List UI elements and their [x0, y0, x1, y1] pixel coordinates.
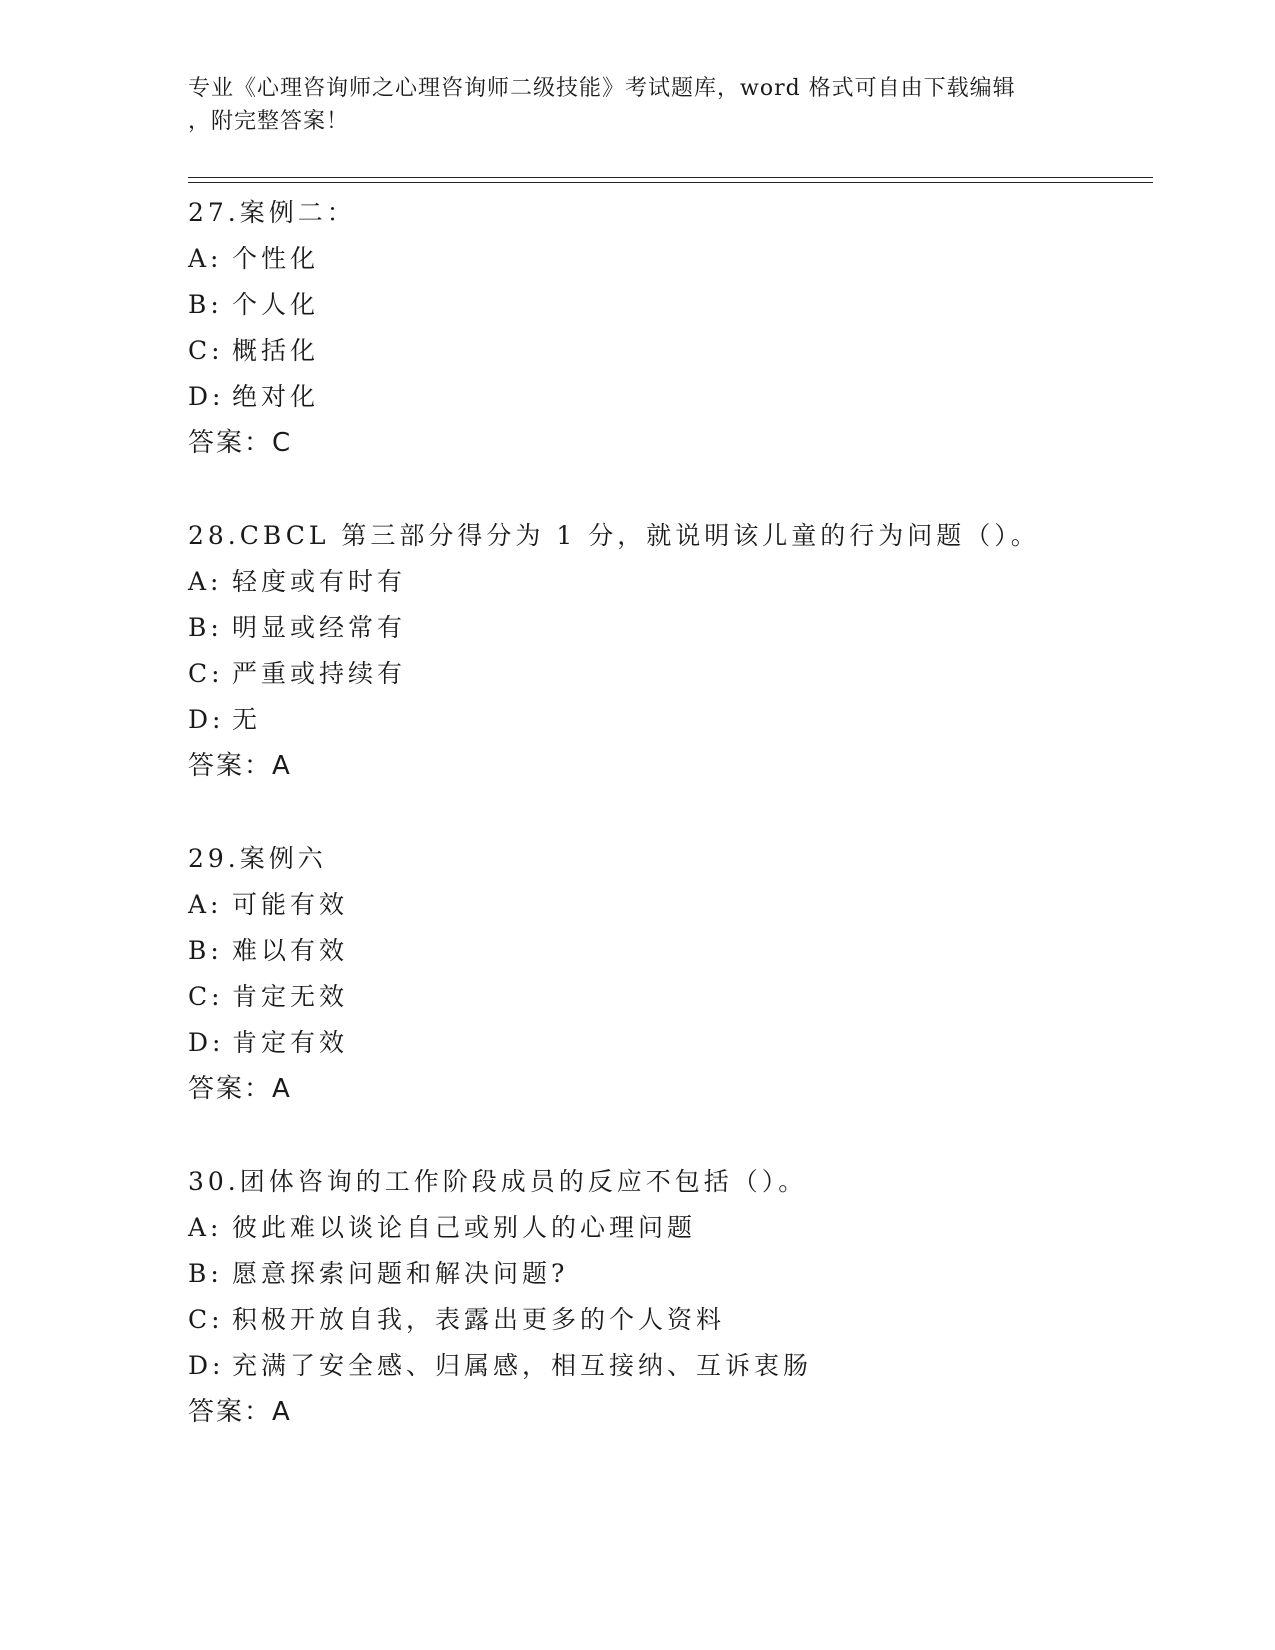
option-d: [188, 374, 1148, 420]
option-text: 彼此难以谈论自己或别人的心理问题: [232, 1213, 697, 1242]
option-text: 可能有效: [232, 890, 349, 919]
option-text: 愿意探索问题和解决问题?: [232, 1259, 569, 1288]
option-text: 个性化: [232, 244, 320, 273]
answer-line: 答案：A: [188, 1397, 292, 1427]
option-text: 难以有效: [232, 936, 349, 965]
option-key: A:: [188, 1213, 223, 1242]
option-c: [188, 1297, 1148, 1343]
header-title-line-1: 专业《心理咨询师之心理咨询师二级技能》考试题库，word 格式可自由下载编辑: [188, 76, 1016, 101]
option-b: [188, 928, 1148, 974]
question-28: [188, 513, 1148, 789]
option-key: C:: [188, 659, 224, 688]
option-key: D:: [188, 705, 225, 734]
option-key: A:: [188, 890, 223, 919]
question-list: [188, 190, 1148, 1482]
option-a: [188, 559, 1148, 605]
header-divider-bottom: [188, 182, 1153, 183]
option-a: [188, 1205, 1148, 1251]
option-key: C:: [188, 336, 224, 365]
option-text: 概括化: [232, 336, 320, 365]
option-c: [188, 651, 1148, 697]
option-key: D:: [188, 1028, 225, 1057]
question-29: [188, 836, 1148, 1112]
option-key: B:: [188, 290, 223, 319]
option-text: 肯定有效: [232, 1028, 349, 1057]
question-30: [188, 1159, 1148, 1435]
option-a: [188, 882, 1148, 928]
option-text: 肯定无效: [232, 982, 349, 1011]
option-b: [188, 605, 1148, 651]
option-b: [188, 282, 1148, 328]
option-text: 严重或持续有: [232, 659, 407, 688]
option-b: [188, 1251, 1148, 1297]
header-divider-top: [188, 177, 1153, 178]
option-key: A:: [188, 567, 223, 596]
question-stem: 27.案例二：: [188, 198, 356, 227]
option-c: [188, 974, 1148, 1020]
option-d: [188, 697, 1148, 743]
document-header: [188, 72, 1088, 138]
option-d: [188, 1343, 1148, 1389]
option-text: 充满了安全感、归属感，相互接纳、互诉衷肠: [232, 1351, 813, 1380]
option-text: 绝对化: [232, 382, 320, 411]
option-key: C:: [188, 1305, 224, 1334]
option-c: [188, 328, 1148, 374]
option-text: 个人化: [232, 290, 320, 319]
answer-line: 答案：C: [188, 428, 293, 458]
option-key: B:: [188, 1259, 223, 1288]
option-key: B:: [188, 613, 223, 642]
question-stem: 30.团体咨询的工作阶段成员的反应不包括（）。: [188, 1167, 808, 1196]
option-text: 无: [232, 705, 262, 734]
answer-line: 答案：A: [188, 1074, 292, 1104]
answer-line: 答案：A: [188, 751, 292, 781]
option-key: D:: [188, 382, 225, 411]
option-text: 积极开放自我，表露出更多的个人资料: [232, 1305, 726, 1334]
option-key: B:: [188, 936, 223, 965]
question-stem: 28.CBCL 第三部分得分为 1 分，就说明该儿童的行为问题（）。: [188, 521, 1040, 550]
question-27: [188, 190, 1148, 466]
option-text: 轻度或有时有: [232, 567, 407, 596]
option-key: D:: [188, 1351, 225, 1380]
option-key: C:: [188, 982, 224, 1011]
option-a: [188, 236, 1148, 282]
header-title-line-2: ，附完整答案！: [188, 109, 350, 134]
option-text: 明显或经常有: [232, 613, 407, 642]
option-key: A:: [188, 244, 223, 273]
option-d: [188, 1020, 1148, 1066]
question-stem: 29.案例六: [188, 844, 327, 873]
